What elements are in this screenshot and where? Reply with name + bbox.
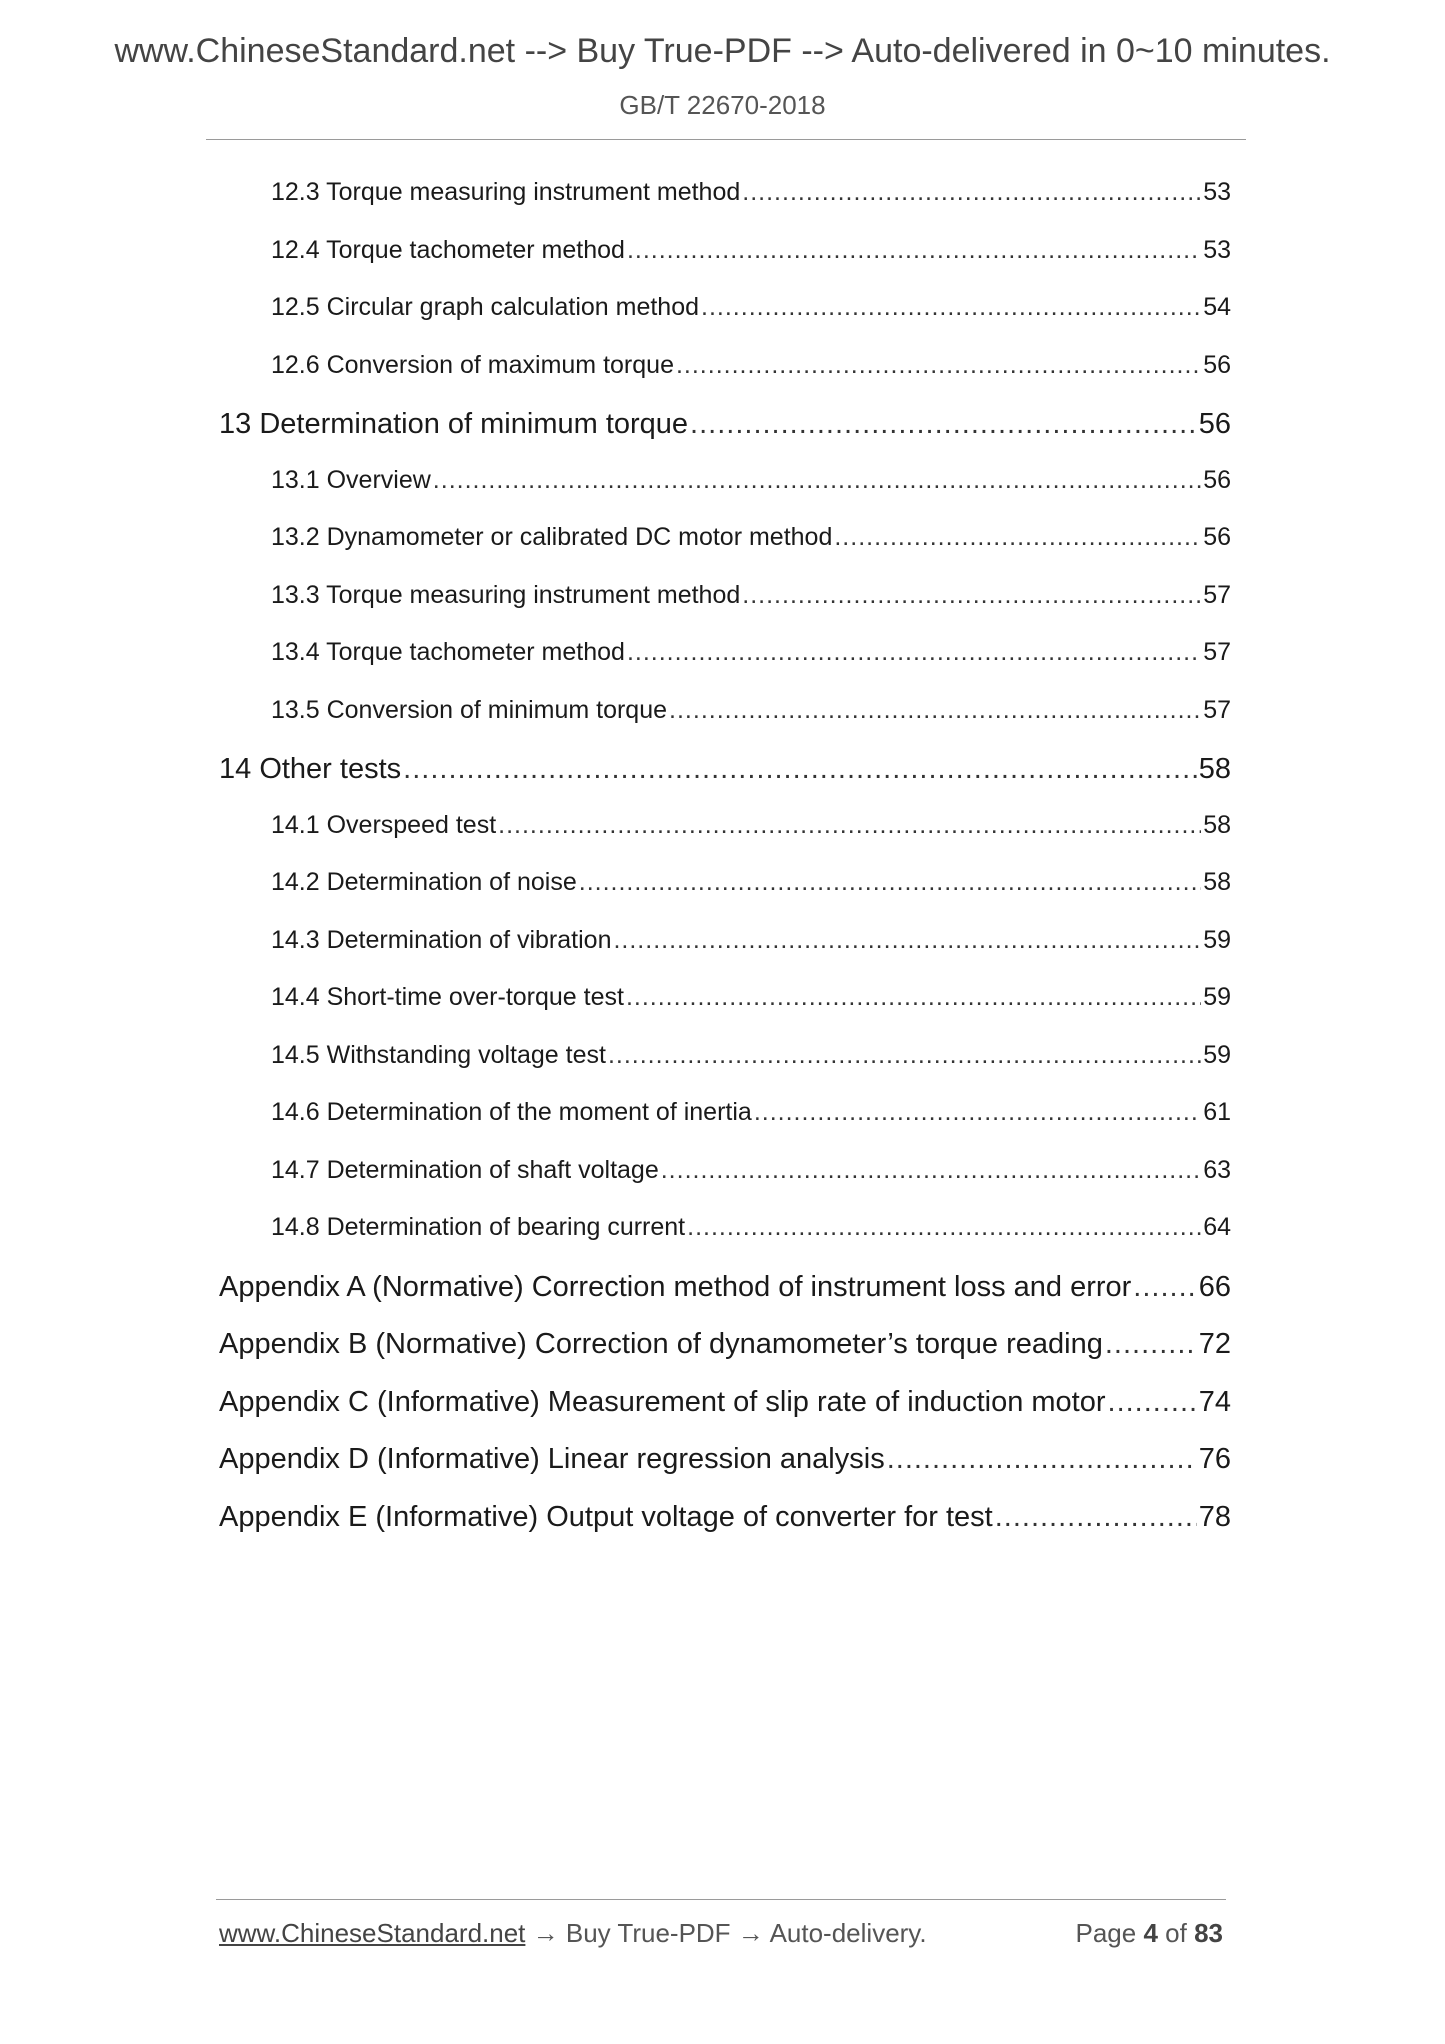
toc-dot-leader — [742, 581, 1201, 610]
toc-entry-page: 53 — [1203, 235, 1231, 264]
toc-section-entry[interactable] — [271, 983, 1231, 1012]
toc-chapter-entry[interactable] — [219, 1386, 1231, 1419]
toc-section-entry[interactable] — [271, 1213, 1231, 1242]
toc-entry-title: 14.5 Withstanding voltage test — [271, 1040, 606, 1069]
toc-entry-title: 14.2 Determination of noise — [271, 868, 577, 896]
toc-chapter-entry[interactable] — [219, 1501, 1231, 1534]
toc-entry-page: 58 — [1203, 810, 1231, 839]
toc-dot-leader — [742, 178, 1201, 207]
toc-section-entry[interactable] — [271, 1098, 1231, 1127]
toc-entry-title: 12.6 Conversion of maximum torque — [271, 350, 674, 379]
toc-dot-leader — [887, 1443, 1197, 1476]
toc-chapter-entry[interactable] — [219, 408, 1231, 441]
toc-entry-title: Appendix B (Normative) Correction of dynamometer’s torque reading — [219, 1328, 1103, 1360]
toc-chapter-entry[interactable] — [219, 1328, 1231, 1361]
toc-chapter-entry[interactable] — [219, 1443, 1231, 1476]
toc-section-entry[interactable] — [271, 581, 1231, 610]
toc-dot-leader — [701, 293, 1201, 322]
page-current: 4 — [1143, 1918, 1158, 1948]
toc-entry-title: 13.2 Dynamometer or calibrated DC motor method — [271, 523, 833, 551]
footer-divider — [216, 1899, 1226, 1900]
toc-dot-leader — [1108, 1386, 1197, 1419]
toc-entry-page: 54 — [1203, 293, 1231, 321]
toc-entry-page: 63 — [1203, 1155, 1231, 1184]
toc-dot-leader — [1105, 1328, 1197, 1361]
toc-entry-title: 13.5 Conversion of minimum torque — [271, 695, 668, 724]
footer-site-link[interactable]: www.ChineseStandard.net — [219, 1918, 526, 1948]
toc-dot-leader — [613, 926, 1201, 955]
toc-entry-title: 13.1 Overview — [271, 465, 431, 494]
toc-entry-title: Appendix E (Informative) Output voltage of converter for test — [219, 1500, 993, 1533]
toc-section-entry[interactable] — [271, 1156, 1231, 1185]
page-of-label: of — [1165, 1918, 1187, 1948]
header-banner: www.ChineseStandard.net --> Buy True-PDF --> Auto-delivered in 0~10 minutes. — [114, 32, 1331, 70]
standard-number: GB/T 22670-2018 — [619, 90, 826, 120]
toc-section-entry[interactable] — [271, 868, 1231, 897]
toc-entry-page: 58 — [1203, 868, 1231, 896]
page-label: Page — [1075, 1918, 1137, 1948]
toc-section-entry[interactable] — [271, 178, 1231, 207]
toc-dot-leader — [626, 983, 1201, 1012]
toc-entry-title: Appendix C (Informative) Measurement of slip rate of induction motor — [219, 1385, 1106, 1418]
toc-section-entry[interactable] — [271, 236, 1231, 265]
toc-entry-page: 59 — [1203, 1040, 1231, 1069]
toc-entry-title: 14.3 Determination of vibration — [271, 925, 612, 954]
toc-entry-title: 14.7 Determination of shaft voltage — [271, 1155, 659, 1184]
toc-entry-page: 56 — [1198, 408, 1231, 440]
toc-entry-page: 56 — [1203, 465, 1231, 494]
toc-entry-page: 74 — [1198, 1385, 1231, 1418]
footer-left — [219, 1918, 927, 1949]
toc-entry-page: 59 — [1203, 925, 1231, 954]
header-divider — [206, 139, 1246, 140]
toc-entry-title: 12.4 Torque tachometer method — [271, 235, 625, 264]
toc-entry-page: 64 — [1203, 1213, 1231, 1241]
toc-entry-title: Appendix A (Normative) Correction method of instrument loss and error — [219, 1270, 1132, 1303]
toc-section-entry[interactable] — [271, 351, 1231, 380]
toc-entry-page: 56 — [1203, 523, 1231, 551]
toc-dot-leader — [433, 466, 1201, 495]
toc-entry-page: 78 — [1198, 1500, 1231, 1533]
toc-entry-page: 61 — [1203, 1098, 1231, 1126]
toc-section-entry[interactable] — [271, 466, 1231, 495]
toc-entry-page: 66 — [1198, 1270, 1231, 1303]
toc-entry-title: 12.5 Circular graph calculation method — [271, 293, 700, 321]
toc-section-entry[interactable] — [271, 811, 1231, 840]
toc-dot-leader — [661, 1156, 1201, 1185]
toc-entry-title: 14.6 Determination of the moment of inertia — [271, 1098, 752, 1126]
toc-dot-leader — [608, 1041, 1201, 1070]
toc-entry-title: 13.4 Torque tachometer method — [271, 638, 625, 666]
toc-section-entry[interactable] — [271, 638, 1231, 667]
toc-entry-title: 14.4 Short-time over-torque test — [271, 983, 624, 1011]
toc-section-entry[interactable] — [271, 696, 1231, 725]
toc-entry-page: 57 — [1203, 638, 1231, 666]
toc-dot-leader — [403, 753, 1197, 786]
toc-section-entry[interactable] — [271, 523, 1231, 552]
toc-dot-leader — [627, 638, 1201, 667]
toc-entry-title: 13.3 Torque measuring instrument method — [271, 580, 741, 609]
toc-entry-page: 59 — [1203, 983, 1231, 1011]
toc-entry-page: 72 — [1198, 1328, 1231, 1360]
toc-dot-leader — [579, 868, 1201, 897]
toc-entry-page: 57 — [1203, 695, 1231, 724]
toc-dot-leader — [690, 408, 1197, 441]
toc-entry-page: 56 — [1203, 350, 1231, 379]
toc-section-entry[interactable] — [271, 293, 1231, 322]
toc-dot-leader — [669, 696, 1201, 725]
toc-entry-page: 53 — [1203, 178, 1231, 206]
toc-entry-title: 14 Other tests — [219, 753, 402, 785]
page-total: 83 — [1194, 1918, 1223, 1948]
toc-entry-page: 58 — [1198, 753, 1231, 785]
toc-dot-leader — [676, 351, 1201, 380]
toc-entry-page: 76 — [1198, 1443, 1231, 1475]
footer-tagline: → Buy True-PDF → Auto-delivery. — [525, 1918, 927, 1948]
toc-section-entry[interactable] — [271, 926, 1231, 955]
toc-dot-leader — [687, 1213, 1201, 1242]
toc-entry-title: 13 Determination of minimum torque — [219, 408, 689, 440]
toc-dot-leader — [995, 1501, 1197, 1534]
toc-dot-leader — [627, 236, 1201, 265]
toc-chapter-entry[interactable] — [219, 1271, 1231, 1304]
toc-chapter-entry[interactable] — [219, 753, 1231, 786]
toc-dot-leader — [754, 1098, 1201, 1127]
toc-entry-title: 14.1 Overspeed test — [271, 810, 497, 839]
toc-entry-title: 14.8 Determination of bearing current — [271, 1213, 686, 1241]
toc-entry-title: Appendix D (Informative) Linear regression analysis — [219, 1443, 885, 1475]
toc-dot-leader — [498, 811, 1201, 840]
toc-dot-leader — [1133, 1271, 1196, 1304]
toc-dot-leader — [834, 523, 1201, 552]
page-number — [1075, 1918, 1223, 1949]
toc-entry-title: 12.3 Torque measuring instrument method — [271, 178, 741, 206]
toc-section-entry[interactable] — [271, 1041, 1231, 1070]
toc-entry-page: 57 — [1203, 580, 1231, 609]
